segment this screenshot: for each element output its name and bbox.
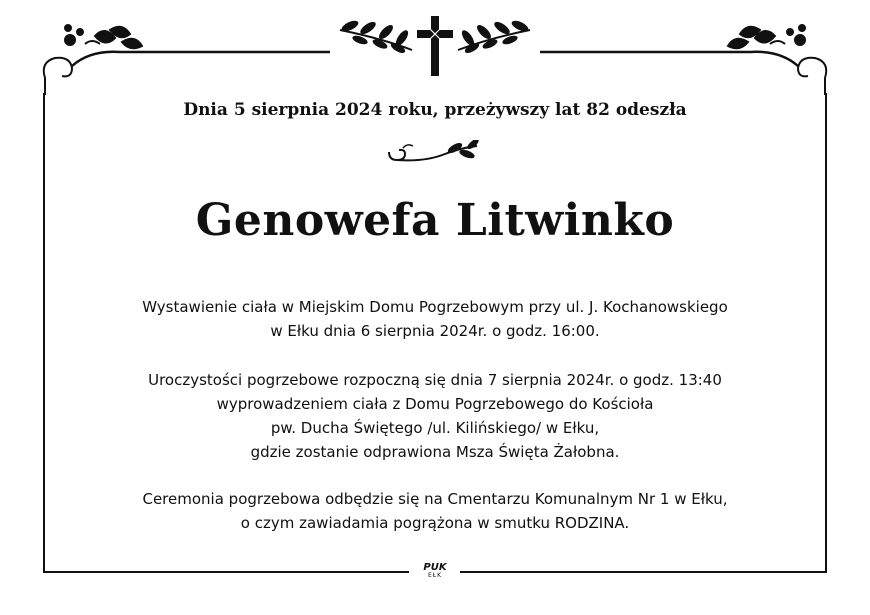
burial-line: o czym zawiadamia pogrążona w smutku RODZINA.: [240, 514, 630, 532]
ceremony-line: gdzie zostanie odprawiona Msza Święta Żałobna.: [250, 443, 620, 461]
frame-left-border: [43, 93, 45, 573]
frame-bottom-border-right: [460, 571, 827, 573]
burial-line: Ceremonia pogrzebowa odbędzie się na Cmentarzu Komunalnym Nr 1 w Ełku,: [142, 490, 728, 508]
ceremony-paragraph: [60, 368, 810, 464]
vine-divider-icon: [385, 140, 485, 170]
frame-bottom-border-left: [43, 571, 409, 573]
cross-with-laurel-icon: [340, 16, 530, 76]
ceremony-line: wyprowadzeniem ciała z Domu Pogrzebowego do Kościoła: [216, 395, 654, 413]
ceremony-line: Uroczystości pogrzebowe rozpoczną się dnia 7 sierpnia 2024r. o godz. 13:40: [148, 371, 722, 389]
death-date-line: Dnia 5 sierpnia 2024 roku, przeżywszy lat 82 odeszła: [183, 100, 687, 120]
viewing-line: w Ełku dnia 6 sierpnia 2024r. o godz. 16:00.: [270, 322, 600, 340]
top-ornament: [0, 0, 870, 100]
floral-flourish-icon: [44, 25, 330, 95]
burial-paragraph: [60, 487, 810, 535]
viewing-line: Wystawienie ciała w Miejskim Domu Pogrzebowym przy ul. J. Kochanowskiego: [142, 298, 728, 316]
frame-right-border: [825, 93, 827, 573]
floral-flourish-icon: [540, 25, 826, 95]
viewing-paragraph: [60, 295, 810, 343]
logo-sub-text: EŁK: [427, 572, 443, 579]
logo-main-text: PUK: [423, 562, 447, 573]
deceased-name: Genowefa Litwinko: [195, 195, 675, 246]
ceremony-line: pw. Ducha Świętego /ul. Kilińskiego/ w Ełku,: [270, 419, 600, 437]
puk-logo: [412, 562, 458, 582]
